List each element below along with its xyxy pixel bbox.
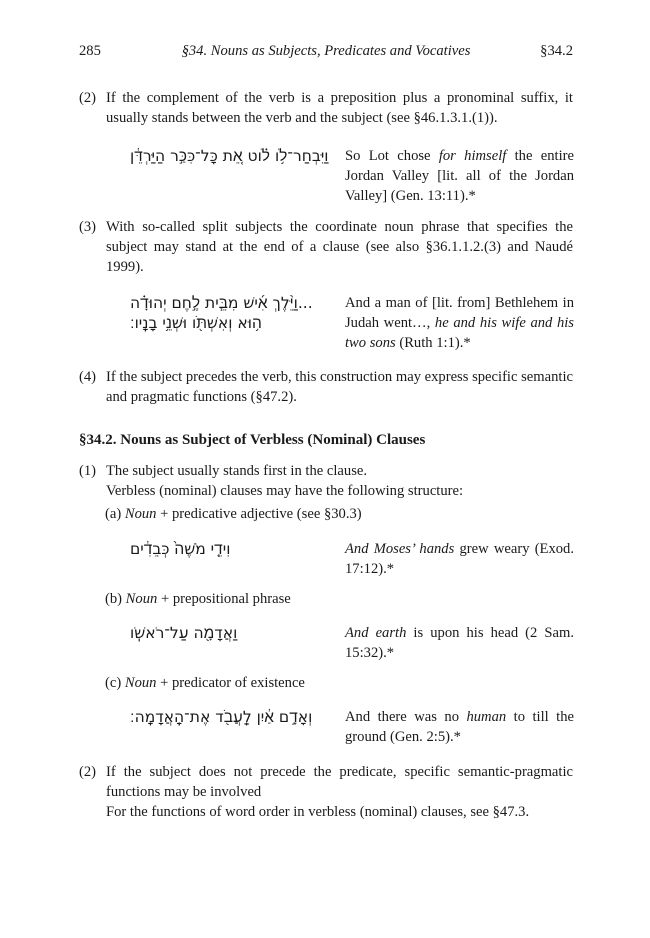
- example-gen-2-5: [130, 707, 574, 747]
- hebrew-text: וְאָדָ֣ם אַ֔יִן לַֽעֲבֹ֖ד אֶת־הָֽאֲדָמָֽה׃: [130, 708, 313, 726]
- translation: And there was no human to till the ground (Gen. 2:5).*: [345, 709, 574, 745]
- section-heading: §34.2. Nouns as Subject of Verbless (Nominal) Clauses: [79, 432, 426, 448]
- item-line: If the subject does not precede the predicate, specific semantic-pragmatic functions may be involved: [106, 764, 573, 800]
- example-gen-13-11: [130, 146, 574, 206]
- item-line: The subject usually stands first in the clause.: [106, 463, 368, 479]
- hebrew-text: וַיִּבְחַר־לֹ֥ו לֹ֗וט אֵ֚ת כָּל־כִּכַּ֣ר הַיַּרְדֵּ֔ן: [130, 147, 329, 165]
- hebrew-text: ...וַיֵּ֨לֶךְ אִ֜ישׁ מִבֵּ֧ית לֶ֣חֶם יְהוּדָ֗ה ה֥וּא וְאִשְׁתֹּ֖ו וּשְׁנֵ֥י בָנָֽיו׃: [130, 294, 313, 332]
- item-number: (2): [79, 90, 97, 106]
- example-ruth-1-1: [130, 293, 574, 353]
- running-head: [79, 41, 573, 61]
- item-text: If the subject precedes the verb, this construction may express specific semantic and pragmatic functions (§47.2).: [106, 369, 573, 405]
- item-number: (1): [79, 463, 97, 479]
- item-number: (4): [79, 369, 97, 385]
- paragraph-item-3: [79, 217, 573, 277]
- item-number: (2): [79, 764, 97, 780]
- translation: And earth is upon his head (2 Sam. 15:32).*: [345, 625, 574, 661]
- item-text: With so-called split subjects the coordinate noun phrase that specifies the subject may stand at the end of a clause (see also §36.1.1.2.(3) and Naudé 1999).: [106, 219, 573, 275]
- hebrew-text: וִידֵ֤י מֹשֶׁה֙ כְּבֵדִ֔ים: [130, 540, 231, 558]
- page-number: 285: [79, 43, 101, 59]
- section2-item-1: [79, 461, 573, 501]
- subitem-a: (a) Noun + predicative adjective (see §30.3): [105, 506, 362, 522]
- hebrew-text: וַאֲדָמָ֖ה עַל־רֹאשֹֽׁו: [130, 624, 238, 642]
- example-2sam-15-32: [130, 623, 574, 663]
- running-head-section: §34.2: [540, 43, 573, 59]
- item-text: If the complement of the verb is a preposition plus a pronominal suffix, it usually stands between the verb and the subject (see §46.1.3.1.(1)).: [106, 90, 573, 126]
- subitem-b: (b) Noun + prepositional phrase: [105, 591, 291, 607]
- running-head-title: §34. Nouns as Subjects, Predicates and Vocatives: [181, 43, 471, 59]
- translation: So Lot chose for himself the entire Jordan Valley [lit. all of the Jordan Valley] (Gen. 13:11).*: [345, 148, 574, 204]
- paragraph-item-2: [79, 88, 573, 128]
- item-number: (3): [79, 219, 97, 235]
- translation: And Moses’ hands grew weary (Exod. 17:12).*: [345, 541, 575, 577]
- item-line: Verbless (nominal) clauses may have the following structure:: [106, 483, 464, 499]
- item-line: For the functions of word order in verbless (nominal) clauses, see §47.3.: [106, 804, 530, 820]
- translation: And a man of [lit. from] Bethlehem in Judah went…, he and his wife and his two sons (Ruth 1:1).*: [345, 295, 574, 351]
- example-exod-17-12: [130, 539, 574, 579]
- subitem-c: (c) Noun + predicator of existence: [105, 675, 305, 691]
- section2-item-2: [79, 762, 573, 822]
- paragraph-item-4: [79, 367, 573, 407]
